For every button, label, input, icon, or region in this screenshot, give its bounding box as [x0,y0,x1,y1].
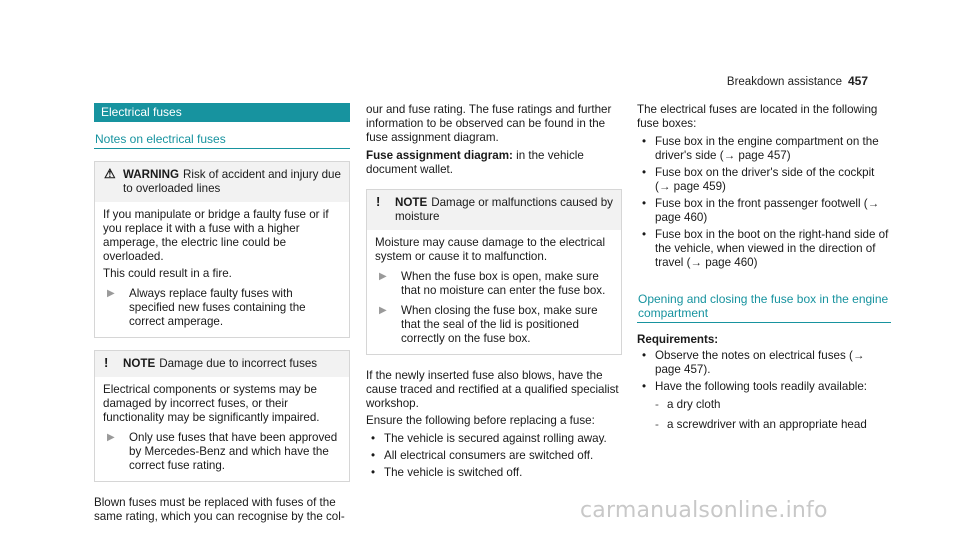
page-number: 457 [847,74,868,88]
list-item: - a dry cloth [637,398,891,412]
list-item: • Fuse box in the front passenger footwell (→ page 460) [637,197,891,225]
warning-step-text: Always replace faulty fuses with specified new fuses containing the correct amperage. [129,287,306,328]
note-box-header [367,190,621,230]
subsection-heading-opening: Opening and closing the fuse box in the engine compartment [637,288,891,323]
diagram-text: in the vehicle document wallet. [366,149,584,176]
diagram-label: Fuse assignment diagram: [366,149,513,162]
note-box [366,189,622,355]
list-item: • Fuse box in the engine compartment on the driver's side (→ page 457) [637,135,891,163]
note-step-text: When the fuse box is open, make sure that no moisture can enter the fuse box. [401,270,606,297]
column-2 [366,103,622,483]
note-step [375,270,613,298]
note-box-body [95,377,349,481]
exclamation-icon: ! [376,194,381,209]
column-1 [94,103,350,524]
list-item: • The vehicle is switched off. [366,466,622,480]
note-step-text: Only use fuses that have been approved by Mercedes-Benz and which have the correct fuse rating. [129,431,338,472]
watermark: carmanualsonline.info [580,498,828,523]
section-title-bar: Electrical fuses [94,103,350,122]
list-item: • Have the following tools readily available: [637,380,891,394]
page-header [727,74,868,89]
step-arrow-icon: ▶ [379,271,387,282]
note-box [94,350,350,482]
list-item: • All electrical consumers are switched off. [366,449,622,463]
note-keyword: NOTE [395,196,428,209]
note-step [103,431,341,473]
subsection-heading-notes: Notes on electrical fuses [94,128,350,149]
exclamation-icon: ! [104,355,109,370]
body-paragraph: The electrical fuses are located in the following fuse boxes: [637,103,878,130]
note-keyword: NOTE [123,357,156,370]
diagram-paragraph [366,149,622,177]
list-item: - a screwdriver with an appropriate head [637,418,891,432]
list-item: • Fuse box on the driver's side of the cockpit (→ page 459) [637,166,891,194]
step-arrow-icon: ▶ [379,305,387,316]
body-paragraph: Ensure the following before replacing a fuse: [366,414,595,427]
body-paragraph: Blown fuses must be replaced with fuses of the same rating, which you can recognise by the col- [94,496,345,523]
column-3 [637,103,891,438]
note-body-text: Moisture may cause damage to the electrical system or cause it to malfunction. [375,236,606,263]
warning-headline: Risk of accident and injury due to overloaded lines [123,168,341,195]
step-arrow-icon: ▶ [107,288,115,299]
bullet-list [366,432,622,480]
note-headline: Damage or malfunctions caused by moisture [395,196,613,223]
note-step [375,304,613,346]
note-step-text: When closing the fuse box, make sure that the seal of the lid is positioned correctly on the fuse box. [401,304,598,345]
requirements-label: Requirements: [637,333,719,346]
warning-body-text: If you manipulate or bridge a faulty fuse or if you replace it with a fuse with a higher amperage, the electric line could be overloaded. [103,208,329,263]
warning-body-text: This could result in a fire. [103,267,232,280]
warning-step [103,287,341,329]
body-paragraph: If the newly inserted fuse also blows, have the cause traced and rectified at a qualified specialist workshop. [366,369,619,410]
warning-keyword: WARNING [123,168,180,181]
body-paragraph: our and fuse rating. The fuse ratings and further information to be observed can be found in the fuse assignment diagram. [366,103,612,144]
step-arrow-icon: ▶ [107,432,115,443]
list-item: • The vehicle is secured against rolling away. [366,432,622,446]
note-box-body [367,230,621,354]
tools-list [637,398,891,432]
list-item: • Fuse box in the boot on the right-hand side of the vehicle, when viewed in the direction of travel (→ page 460) [637,228,891,270]
warning-box [94,161,350,338]
note-headline: Damage due to incorrect fuses [159,357,318,370]
note-body-text: Electrical components or systems may be damaged by incorrect fuses, or their functionality may be significantly impaired. [103,383,320,424]
warning-triangle-icon: ⚠ [104,166,116,181]
warning-box-body [95,202,349,337]
header-section-title: Breakdown assistance [726,76,842,88]
fuse-box-list [637,135,891,270]
warning-box-header [95,162,349,202]
note-box-header [95,351,349,377]
list-item: • Observe the notes on electrical fuses (→ page 457). [637,349,891,377]
requirements-list [637,349,891,394]
